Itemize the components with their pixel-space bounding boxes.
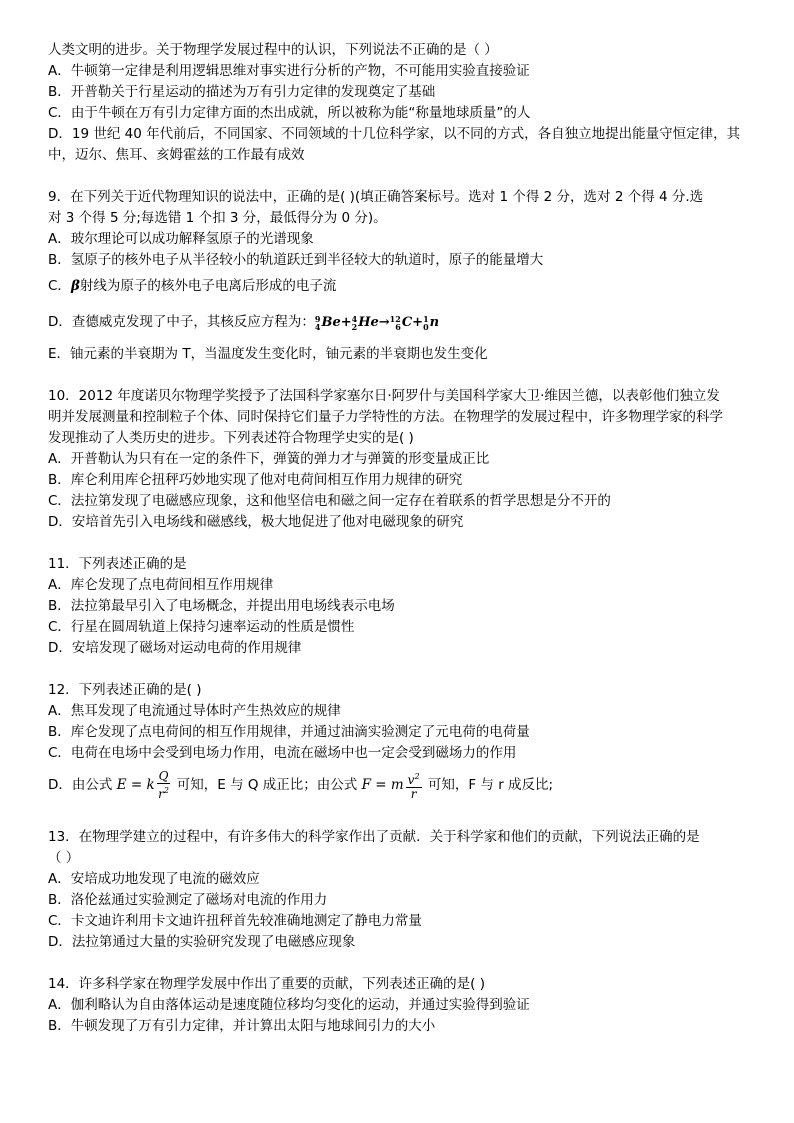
nuclear-equation: 9 4 Be+ 4 2 He→ 12 6 C+ 1 0 n xyxy=(314,313,440,332)
q13-option-d: D．法拉第通过大量的实验研究发现了电磁感应现象 xyxy=(48,934,356,950)
q10-stem-line2: 明并发展测量和控制粒子个体、同时保持它们量子力学特性的方法。在物理学的发展过程中，许多物理学家的科学 xyxy=(48,409,723,425)
q13-option-a: A．安培成功地发现了电流的磁效应 xyxy=(48,871,260,887)
question-14 xyxy=(48,974,754,1037)
q11-option-d: D．安培发现了磁场对运动电荷的作用规律 xyxy=(48,640,302,656)
beta-symbol: β xyxy=(70,278,80,294)
q10-option-a: A．开普勒认为只有在一定的条件下，弹簧的弹力才与弹簧的形变量成正比 xyxy=(48,451,490,467)
q11-stem: 11．下列表述正确的是 xyxy=(48,556,187,572)
formula-f-mv2-r: F = m $\frac{v^2}{r}$ xyxy=(361,772,420,801)
q14-option-a: A．伽利略认为自由落体运动是速度随位移均匀变化的运动，并通过实验得到验证 xyxy=(48,997,530,1013)
q9-option-c-prefix: C． xyxy=(48,278,71,294)
q8-option-c: C．由于牛顿在万有引力定律方面的杰出成就，所以被称为能“称量地球质量”的人 xyxy=(48,105,531,121)
q12-option-d xyxy=(48,764,754,806)
q13-stem-line1: 13．在物理学建立的过程中，有许多伟大的科学家作出了贡献．关于科学家和他们的贡献，下列说法正确的是 xyxy=(48,829,700,845)
q12-option-d-middle: 可知，E 与 Q 成正比；由公式 xyxy=(176,777,358,793)
question-8 xyxy=(48,40,754,166)
q14-stem: 14．许多科学家在物理学发展中作出了重要的贡献，下列表述正确的是( ) xyxy=(48,976,486,992)
q10-stem-line1: 10．2012 年度诺贝尔物理学奖授予了法国科学家塞尔日·阿罗什与美国科学家大卫·维因兰德，以表彰他们独立发 xyxy=(48,388,720,404)
q9-stem-line1: 9．在下列关于近代物理知识的说法中，正确的是( )(填正确答案标号。选对 1 个得 2 分，选对 2 个得 4 分.选 xyxy=(48,189,704,205)
q8-option-b: B．开普勒关于行星运动的描述为万有引力定律的发现奠定了基础 xyxy=(48,84,436,100)
q9-option-b: B．氢原子的核外电子从半径较小的轨道跃迁到半径较大的轨道时，原子的能量增大 xyxy=(48,252,544,268)
q12-option-c: C．电荷在电场中会受到电场力作用，电流在磁场中也一定会受到磁场力的作用 xyxy=(48,745,517,761)
q14-option-b: B．牛顿发现了万有引力定律，并计算出太阳与地球间引力的大小 xyxy=(48,1018,436,1034)
q8-option-d-line1: D．19 世纪 40 年代前后，不同国家、不同领域的十几位科学家，以不同的方式，各自独立地提出能量守恒定律，其 xyxy=(48,126,741,142)
q12-option-a: A．焦耳发现了电流通过导体时产生热效应的规律 xyxy=(48,703,341,719)
q10-stem-line3: 发现推动了人类历史的进步。下列表述符合物理学史实的是( ) xyxy=(48,430,414,446)
document-page xyxy=(48,40,754,1037)
question-11 xyxy=(48,554,754,659)
q9-option-a: A．玻尔理论可以成功解释氢原子的光谱现象 xyxy=(48,231,314,247)
q12-option-b: B．库仑发现了点电荷间的相互作用规律，并通过油滴实验测定了元电荷的电荷量 xyxy=(48,724,530,740)
q9-stem-line2: 对 3 个得 5 分;每选错 1 个扣 3 分，最低得分为 0 分)。 xyxy=(48,210,387,226)
question-12 xyxy=(48,680,754,806)
q13-option-c: C．卡文迪许利用卡文迪许扭秤首先较准确地测定了静电力常量 xyxy=(48,913,422,929)
question-9 xyxy=(48,187,754,365)
q8-option-d-line2: 中，迈尔、焦耳、亥姆霍兹的工作最有成效 xyxy=(48,147,305,163)
q9-option-d xyxy=(48,301,754,344)
q10-option-c: C．法拉第发现了电磁感应现象，这和他坚信电和磁之间一定存在着联系的哲学思想是分不开的 xyxy=(48,493,611,509)
question-13 xyxy=(48,827,754,953)
q12-option-d-prefix: D．由公式 xyxy=(48,777,113,793)
q9-option-c xyxy=(48,271,754,301)
q12-option-d-suffix: 可知，F 与 r 成反比; xyxy=(427,777,554,793)
question-10 xyxy=(48,386,754,533)
q9-option-e: E．铀元素的半衰期为 T，当温度发生变化时，铀元素的半衰期也发生变化 xyxy=(48,346,488,362)
q10-option-b: B．库仑利用库仑扭秤巧妙地实现了他对电荷间相互作用力规律的研究 xyxy=(48,472,463,488)
q12-stem: 12．下列表述正确的是( ) xyxy=(48,682,202,698)
q11-option-b: B．法拉第最早引入了电场概念，并提出用电场线表示电场 xyxy=(48,598,395,614)
q13-option-b: B．洛伦兹通过实验测定了磁场对电流的作用力 xyxy=(48,892,328,908)
q8-stem: 人类文明的进步。关于物理学发展过程中的认识，下列说法不正确的是（ ） xyxy=(48,42,498,58)
q11-option-a: A．库仑发现了点电荷间相互作用规律 xyxy=(48,577,274,593)
q13-stem-line2: （ ） xyxy=(48,850,80,866)
formula-e-kq-r2: E = k $\frac{Q}{r^2}$ xyxy=(116,769,169,801)
q8-option-a: A．牛顿第一定律是利用逻辑思维对事实进行分析的产物，不可能用实验直接验证 xyxy=(48,63,530,79)
q9-option-d-text: D．查德威克发现了中子，其核反应方程为： xyxy=(48,314,315,330)
q10-option-d: D．安培首先引入电场线和磁感线，极大地促进了他对电磁现象的研究 xyxy=(48,514,464,530)
q9-option-c-text: 射线为原子的核外电子电离后形成的电子流 xyxy=(79,278,337,294)
q11-option-c: C．行星在圆周轨道上保持匀速率运动的性质是惯性 xyxy=(48,619,355,635)
